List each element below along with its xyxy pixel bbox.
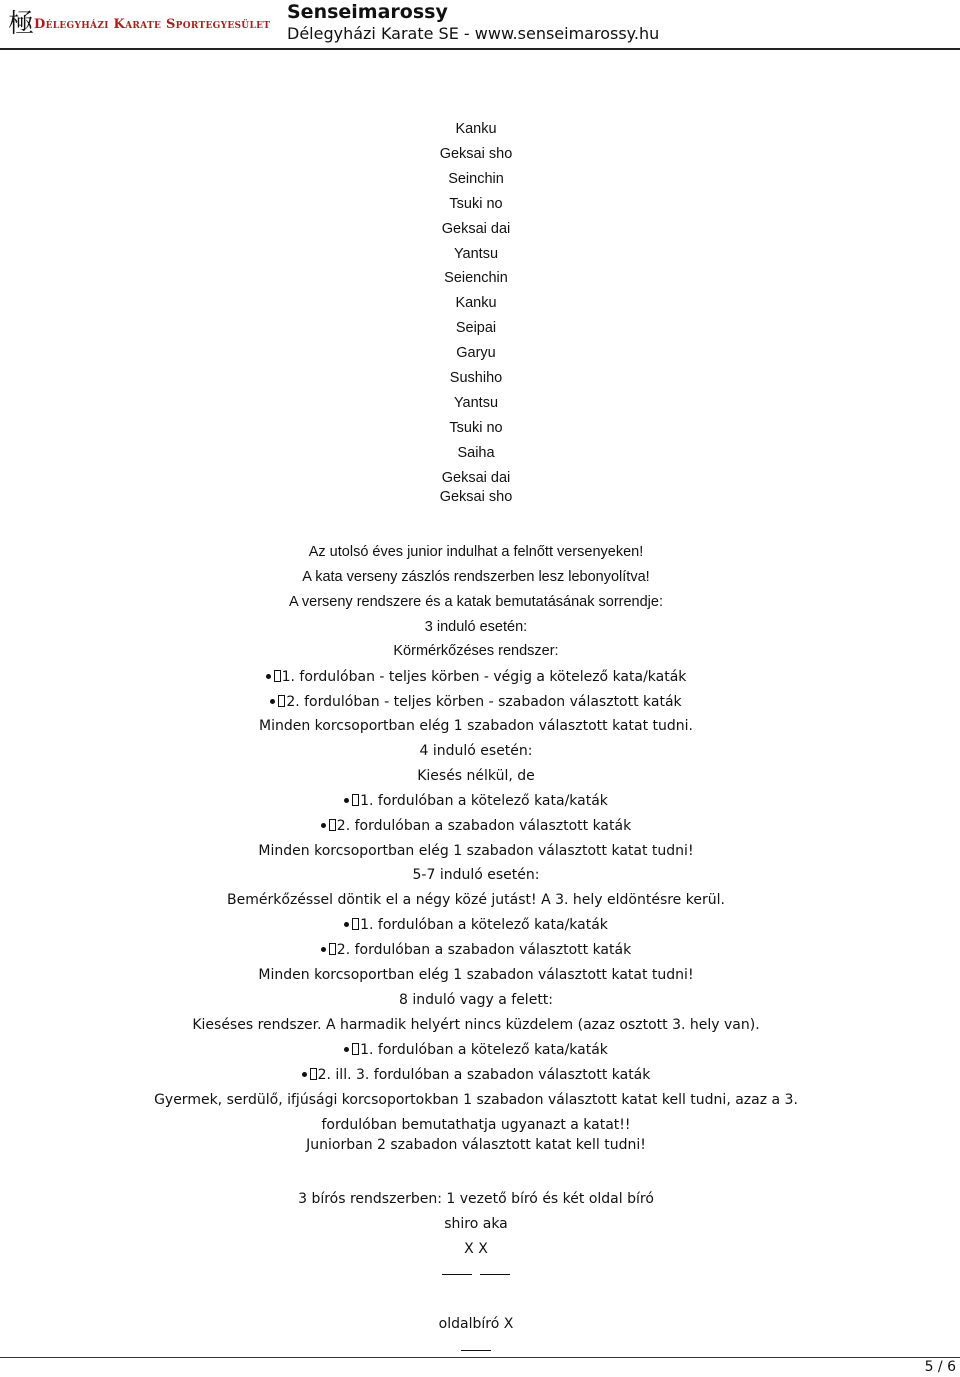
section-heading: 5-7 induló esetén: [412, 867, 540, 883]
missing-glyph-icon [274, 670, 281, 682]
club-logo [8, 8, 270, 40]
judges-line: X X [464, 1241, 488, 1257]
bullet-item [0, 668, 952, 686]
kata-list-item: Sushiho [449, 370, 503, 386]
rules-intro: A verseny rendszere és a katak bemutatásának sorrendje: [289, 594, 663, 610]
bullet-item [0, 792, 952, 810]
kata-list-item: Geksai dai [441, 221, 511, 237]
missing-glyph-icon [352, 1043, 359, 1055]
note-line: Minden korcsoportban elég 1 szabadon választott katat tudni. [259, 718, 693, 734]
kata-list-item: Yantsu [453, 395, 499, 411]
bullet-icon [344, 1047, 349, 1052]
bullet-icon [321, 947, 326, 952]
kata-list-item: Kanku [455, 295, 497, 311]
bullet-text: 2. fordulóban a szabadon választott katák [336, 818, 632, 834]
header-divider [0, 48, 960, 50]
kata-list-item: Seinchin [448, 171, 504, 187]
system-line: Kieséses rendszer. A harmadik helyért nincs küzdelem (azaz osztott 3. hely van). [192, 1017, 760, 1033]
dash-line [480, 1274, 510, 1275]
note-line: Juniorban 2 szabadon választott katat kell tudni! [306, 1137, 646, 1153]
kata-list-item: Kanku [455, 121, 497, 137]
bullet-text: 2. fordulóban - teljes körben - szabadon választott katák [286, 694, 682, 710]
bullet-icon [344, 922, 349, 927]
kanji-emblem-icon: 極 [8, 9, 35, 39]
missing-glyph-icon [352, 794, 359, 806]
bullet-icon [266, 674, 271, 679]
kata-list-item: Geksai sho [439, 489, 513, 505]
dash-line [461, 1350, 491, 1351]
note-line: A kata verseny zászlós rendszerben lesz lebonyolítva! [302, 569, 650, 585]
bullet-item [0, 941, 952, 959]
section-heading: 8 induló vagy a felett: [398, 992, 554, 1008]
system-line: Körmérkőzéses rendszer: [393, 643, 559, 659]
kata-list-item: Geksai sho [439, 146, 513, 162]
system-line: Bemérkőzéssel döntik el a négy közé jutást! A 3. hely eldöntésre kerül. [227, 892, 725, 908]
page-header [0, 0, 960, 50]
judges-line: oldalbíró X [438, 1316, 514, 1332]
kata-list-item: Saiha [457, 445, 495, 461]
kata-list-item: Tsuki no [449, 196, 503, 212]
footer-divider [0, 1357, 960, 1358]
judges-line: shiro aka [444, 1216, 508, 1232]
bullet-text: 2. fordulóban a szabadon választott katák [336, 942, 632, 958]
kata-list-item: Yantsu [453, 246, 499, 262]
bullet-item [0, 693, 952, 711]
kata-list-item: Seipai [455, 320, 497, 336]
bullet-text: 1. fordulóban a kötelező kata/katák [360, 1042, 608, 1058]
judges-dashes [0, 1265, 952, 1283]
bullet-text: 1. fordulóban a kötelező kata/katák [360, 793, 608, 809]
dash-line [442, 1274, 472, 1275]
bullet-icon [321, 823, 326, 828]
missing-glyph-icon [329, 943, 336, 955]
bullet-icon [344, 798, 349, 803]
missing-glyph-icon [310, 1068, 317, 1080]
missing-glyph-icon [278, 695, 285, 707]
bullet-text: 1. fordulóban - teljes körben - végig a kötelező kata/katák [281, 669, 687, 685]
bullet-text: 1. fordulóban a kötelező kata/katák [360, 917, 608, 933]
section-heading: 4 induló esetén: [419, 743, 533, 759]
kata-list-item: Geksai dai [441, 470, 511, 486]
bullet-item [0, 916, 952, 934]
bullet-icon [270, 699, 275, 704]
system-line: Kiesés nélkül, de [417, 768, 535, 784]
section-heading: 3 induló esetén: [424, 619, 528, 635]
bullet-item [0, 1066, 952, 1084]
missing-glyph-icon [329, 819, 336, 831]
site-subtitle: Délegyházi Karate SE - www.senseimarossy.hu [287, 24, 660, 43]
logo-text: Délegyházi Karate Sportegyesület [34, 16, 271, 32]
bullet-item [0, 817, 952, 835]
kata-list-item: Garyu [456, 345, 496, 361]
kata-list-item: Seienchin [444, 270, 508, 286]
note-line: Minden korcsoportban elég 1 szabadon választott katat tudni! [258, 967, 694, 983]
kata-list-item: Tsuki no [449, 420, 503, 436]
note-line: Az utolsó éves junior indulhat a felnőtt versenyeken! [308, 544, 644, 560]
bullet-text: 2. ill. 3. fordulóban a szabadon választott katák [317, 1067, 651, 1083]
note-line: Gyermek, serdülő, ifjúsági korcsoportokban 1 szabadon választott katat kell tudni, azaz a 3. [154, 1092, 798, 1108]
note-line: Minden korcsoportban elég 1 szabadon választott katat tudni! [258, 843, 694, 859]
bullet-item [0, 1041, 952, 1059]
missing-glyph-icon [352, 918, 359, 930]
note-line: fordulóban bemutathatja ugyanazt a katat!! [321, 1117, 631, 1133]
site-title: Senseimarossy [287, 1, 448, 23]
page-number: 5 / 6 [924, 1359, 956, 1375]
judges-line: 3 bírós rendszerben: 1 vezető bíró és két oldal bíró [298, 1191, 654, 1207]
bullet-icon [302, 1072, 307, 1077]
